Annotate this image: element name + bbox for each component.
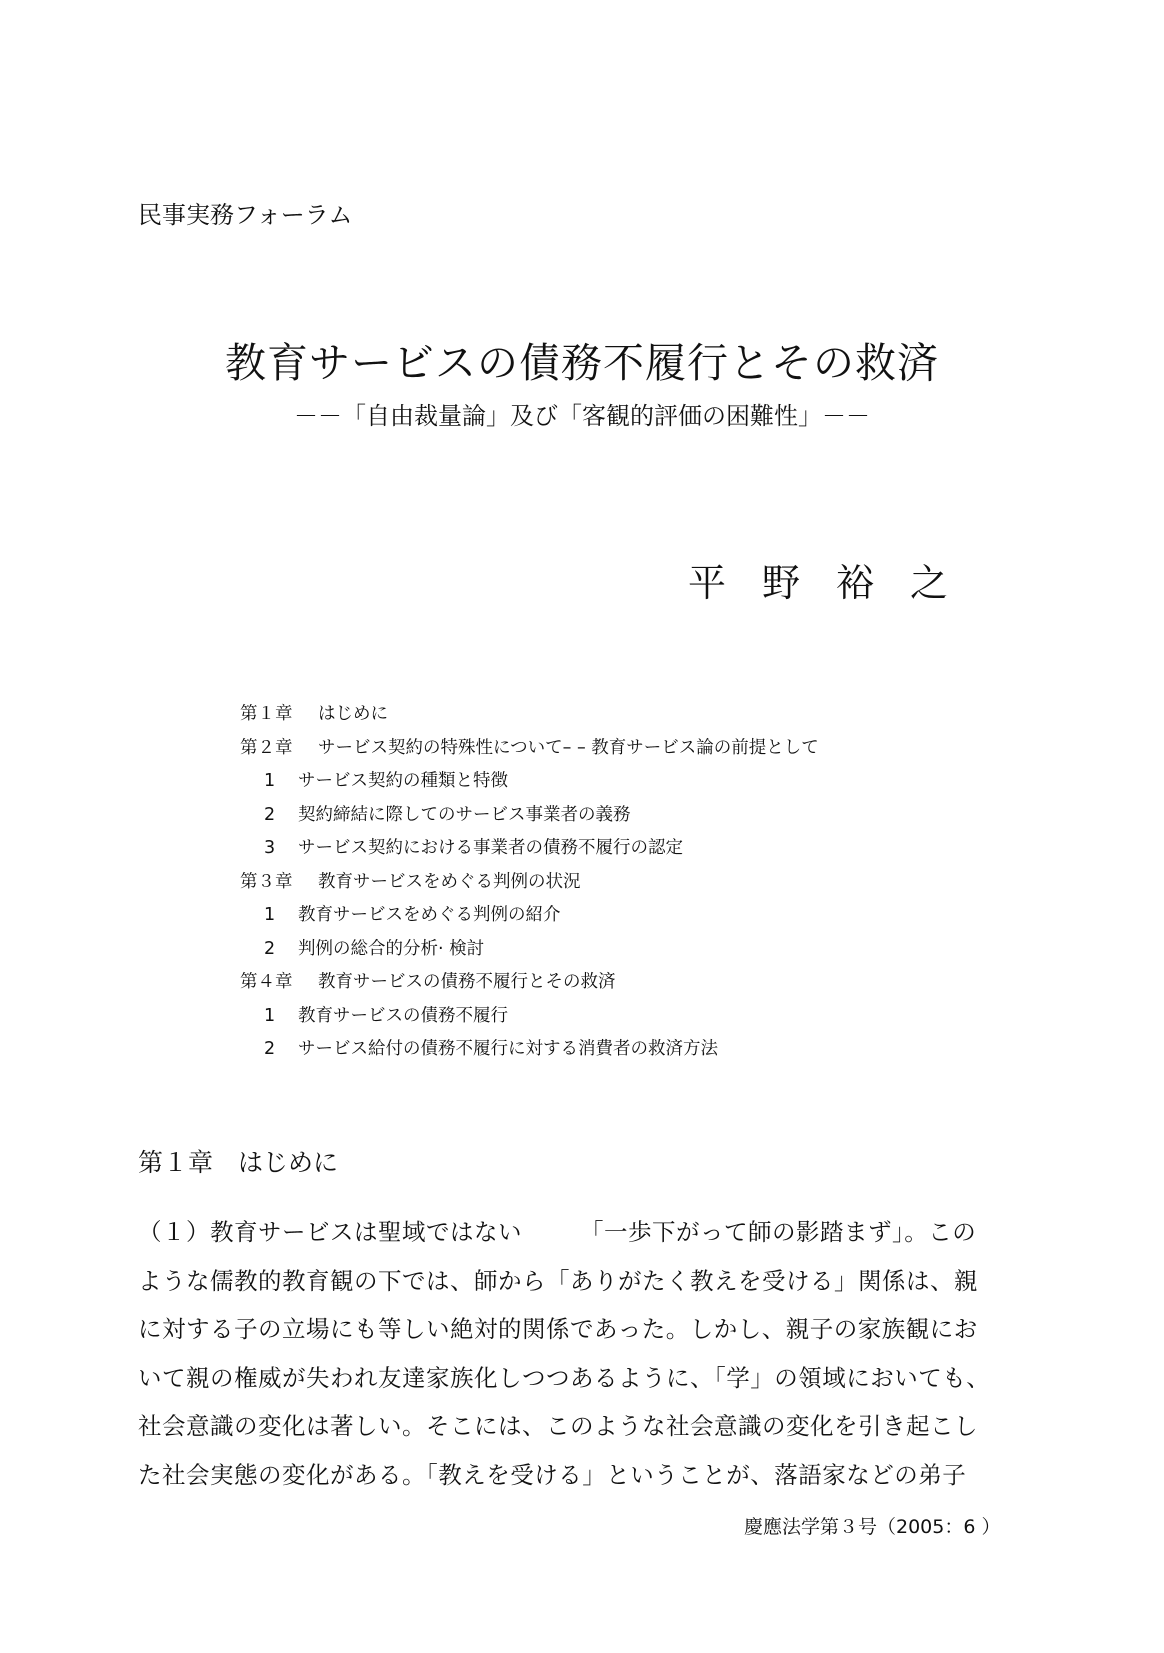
toc-number: 1 — [264, 905, 276, 925]
toc-item — [240, 765, 819, 799]
toc-label: 判例の総合的分析· 検討 — [298, 938, 485, 959]
toc-label: 教育サービスの債務不履行 — [298, 1005, 508, 1026]
footer-citation: 慶應法学第３号（2005：6 ） — [744, 1516, 1001, 1538]
body-line: た社会実態の変化がある。「教えを受ける」ということが、落語家などの弟子 — [138, 1460, 967, 1489]
toc-item — [240, 966, 819, 1000]
toc-label: サービス契約の種類と特徴 — [298, 771, 508, 791]
body-line: ような儒教的教育観の下では、師から「ありがたく教えを受ける」関係は、親 — [138, 1266, 978, 1295]
paragraph-label: （１） — [138, 1218, 210, 1246]
body-line: に対する子の立場にも等しい絶対的関係であった。しかし、親子の家族観にお — [138, 1315, 978, 1343]
body-line-text: 「一歩下がって師の影踏まず」。この — [580, 1218, 977, 1246]
toc-item — [240, 1000, 819, 1034]
body-paragraph — [138, 1208, 1038, 1499]
toc-number: 第２章 — [240, 737, 293, 758]
toc-label: 教育サービスをめぐる判例の状況 — [318, 871, 581, 892]
toc-item — [240, 866, 819, 900]
toc-label: 契約締結に際してのサービス事業者の義務 — [298, 804, 631, 825]
body-line — [138, 1208, 1038, 1257]
article-title: 教育サービスの債務不履行とその救済 — [225, 339, 939, 387]
toc-item — [240, 832, 819, 866]
toc-number: 第４章 — [240, 972, 293, 992]
toc-number: 1 — [264, 1005, 276, 1026]
toc-label: はじめに — [318, 704, 388, 724]
toc-label: 教育サービスの債務不履行とその救済 — [318, 972, 616, 992]
toc-label: サービス給付の債務不履行に対する消費者の救済方法 — [298, 1039, 718, 1059]
toc-number: 2 — [264, 938, 276, 959]
toc-item — [240, 698, 819, 732]
section-label: 民事実務フォーラム — [138, 201, 353, 229]
toc-label: サービス契約における事業者の債務不履行の認定 — [298, 838, 683, 858]
toc-item — [240, 799, 819, 833]
article-subtitle: －－「自由裁量論」及び「客観的評価の困難性」－－ — [294, 402, 870, 430]
toc-number: 3 — [264, 838, 276, 858]
toc-label: サービス契約の特殊性について– – 教育サービス論の前提として — [318, 737, 819, 758]
toc-number: 第１章 — [240, 704, 293, 724]
toc-number: 2 — [264, 804, 276, 825]
table-of-contents — [240, 698, 819, 1067]
toc-item — [240, 933, 819, 967]
body-line: いて親の権威が失われ友達家族化しつつあるように、「学」の領域においても、 — [138, 1363, 991, 1392]
author-name: 平野裕之 — [688, 561, 985, 605]
chapter-heading: 第１章 はじめに — [138, 1148, 339, 1177]
toc-number: 1 — [264, 771, 276, 791]
toc-number: 第３章 — [240, 871, 293, 892]
body-line: 社会意識の変化は著しい。そこには、このような社会意識の変化を引き起こし — [138, 1412, 978, 1440]
toc-item — [240, 899, 819, 933]
toc-item — [240, 732, 819, 766]
toc-item — [240, 1033, 819, 1067]
toc-number: 2 — [264, 1039, 276, 1059]
paragraph-heading: 教育サービスは聖域ではない — [210, 1218, 522, 1246]
toc-label: 教育サービスをめぐる判例の紹介 — [298, 905, 561, 925]
